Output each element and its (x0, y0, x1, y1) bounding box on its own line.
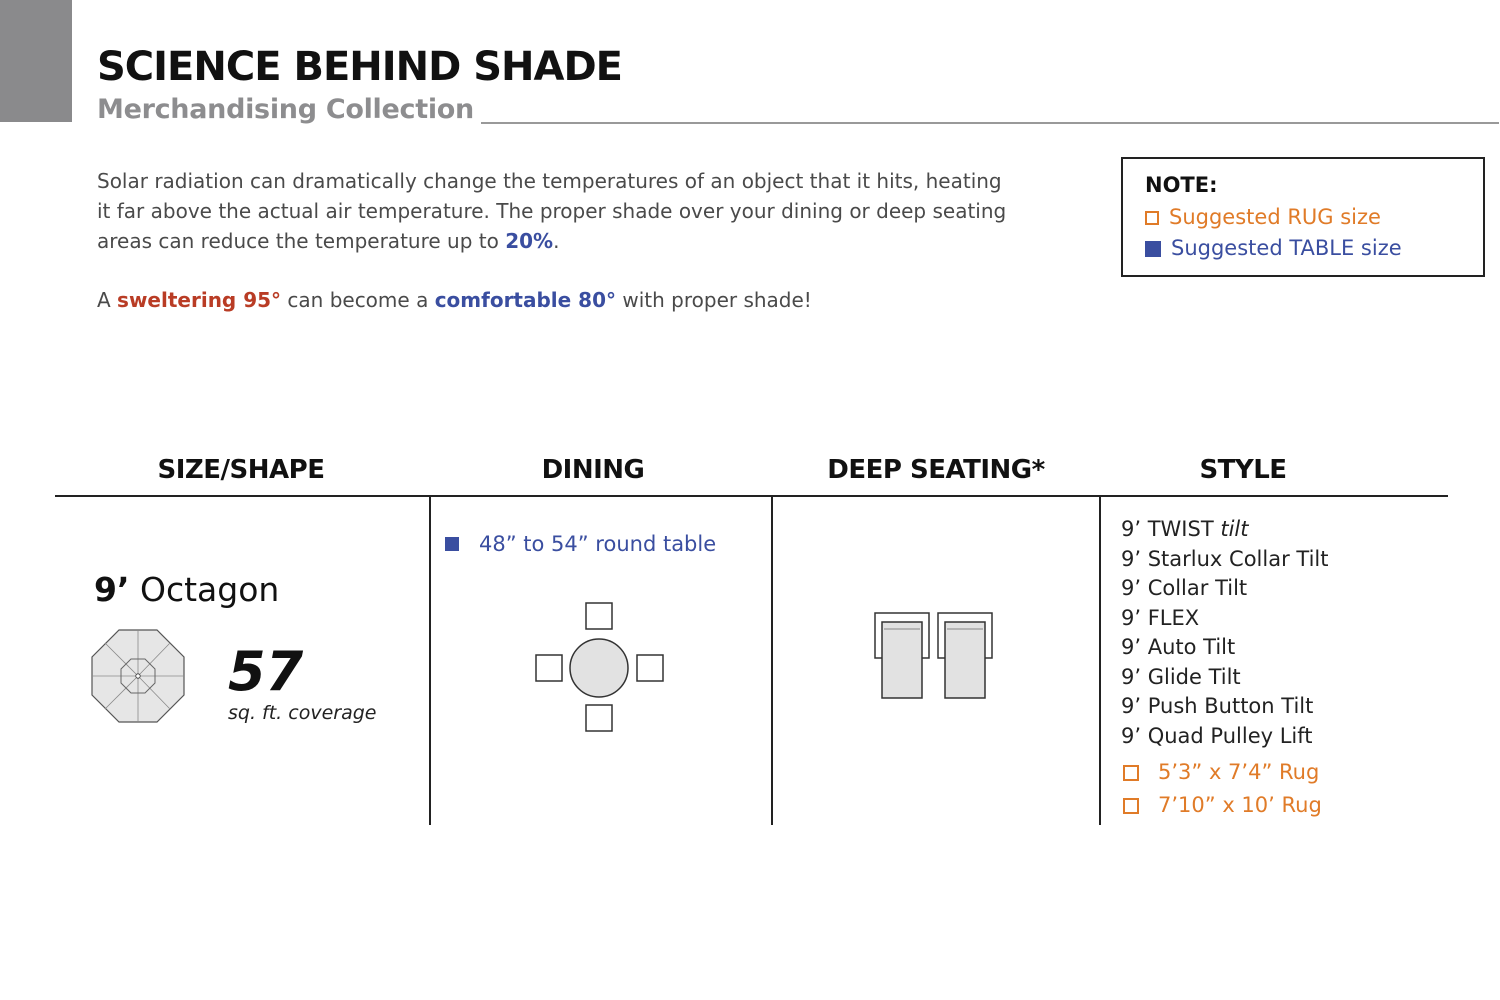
dining-set-icon (530, 600, 670, 735)
rug-square-icon (1123, 765, 1139, 781)
note-rug-legend (1145, 202, 1483, 233)
dining-table-suggestion (445, 532, 716, 556)
style-item-text: 9’ TWIST (1121, 517, 1221, 541)
lounge-chair-icon (938, 613, 992, 698)
style-item (1121, 604, 1328, 634)
table-square-icon (445, 537, 459, 551)
intro-paragraph-2-start: A (97, 288, 118, 312)
intro-paragraph-1-text: Solar radiation can dramatically change the temperatures of an object that it hits, heating it far above the actual air temperature. The proper shade over your dining or deep seating areas can reduce the temperature up to (97, 169, 1007, 253)
lounge-chairs-icon (872, 610, 997, 705)
dining-table-label: 48” to 54” round table (479, 532, 717, 556)
intro-cool-temp: comfortable 80° (434, 288, 617, 312)
coverage-unit: sq. ft. coverage (228, 702, 377, 724)
style-item (1121, 633, 1328, 663)
rug-list (1123, 756, 1322, 822)
corner-block (0, 0, 72, 122)
style-list (1121, 515, 1328, 751)
column-divider (429, 497, 431, 825)
note-box (1121, 157, 1485, 277)
intro-paragraph-2 (97, 285, 1007, 315)
style-item-text: 9’ Auto Tilt (1121, 635, 1236, 659)
intro-text (97, 166, 1007, 315)
lounge-chair-icon (875, 613, 929, 698)
style-item-text: 9’ Push Button Tilt (1121, 694, 1314, 718)
style-item-text: 9’ Starlux Collar Tilt (1121, 546, 1329, 571)
intro-paragraph-2-mid: can become a (281, 288, 435, 312)
table-square-icon (1145, 241, 1161, 257)
style-item-text: 9’ Quad Pulley Lift (1121, 723, 1313, 748)
intro-paragraph-1-end: . (553, 229, 560, 253)
style-item (1121, 722, 1328, 752)
style-item (1121, 515, 1328, 545)
umbrella-size: 9’ (94, 570, 130, 609)
header-divider (481, 122, 1499, 124)
column-header-style: STYLE (1199, 455, 1287, 485)
rug-item-label: 7’10” x 10’ Rug (1158, 793, 1322, 817)
page-title: SCIENCE BEHIND SHADE (97, 44, 622, 90)
column-header-deep-seating: DEEP SEATING* (827, 455, 1045, 485)
style-item (1121, 692, 1328, 722)
style-item-italic: tilt (1220, 517, 1249, 541)
intro-highlight-percent: 20% (505, 229, 554, 253)
column-divider (1099, 497, 1101, 825)
umbrella-size-label (94, 570, 279, 609)
style-item-text: 9’ FLEX (1121, 605, 1200, 630)
style-item (1121, 574, 1328, 604)
intro-hot-temp: sweltering 95° (117, 288, 282, 312)
style-item-text: 9’ Glide Tilt (1121, 664, 1241, 689)
note-table-label: Suggested TABLE size (1171, 236, 1402, 260)
intro-paragraph-1 (97, 166, 1007, 256)
table-header-rule (55, 495, 1448, 497)
rug-square-icon (1145, 211, 1159, 225)
style-item (1121, 545, 1328, 575)
style-item-text: 9’ Collar Tilt (1121, 576, 1248, 600)
style-item (1121, 663, 1328, 693)
note-table-legend (1145, 233, 1483, 264)
octagon-umbrella-icon (90, 628, 186, 724)
rug-item (1123, 789, 1322, 822)
rug-square-icon (1123, 798, 1139, 814)
umbrella-shape: Octagon (140, 570, 280, 609)
coverage-value: 57 (228, 640, 304, 703)
intro-paragraph-2-end: with proper shade! (616, 288, 812, 312)
note-title: NOTE: (1145, 173, 1218, 197)
note-rug-label: Suggested RUG size (1169, 205, 1381, 229)
rug-item (1123, 756, 1322, 789)
column-header-size-shape: SIZE/SHAPE (157, 455, 325, 485)
page-subtitle: Merchandising Collection (97, 94, 474, 125)
column-divider (771, 497, 773, 825)
column-header-dining: DINING (541, 455, 645, 485)
rug-item-label: 5’3” x 7’4” Rug (1158, 760, 1320, 784)
